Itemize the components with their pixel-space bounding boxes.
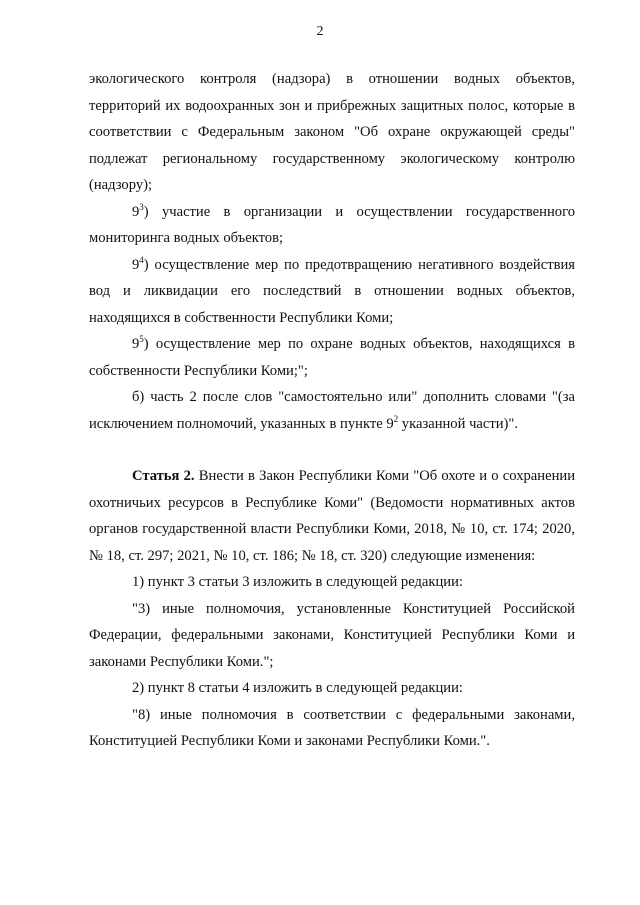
- item-number: 9: [132, 256, 140, 273]
- item-text: ) участие в организации и осуществлении государственного мониторинга водных объектов;: [89, 203, 575, 246]
- paragraph-new-item-8: "8) иные полномочия в соответствии с федеральными законами, Конституцией Республики Коми и законами Республики Коми.".: [89, 706, 575, 749]
- paragraph-new-item-3: "3) иные полномочия, установленные Конституцией Российской Федерации, федеральными законами, Конституцией Республики Коми и законами Республики Коми.";: [89, 600, 575, 670]
- document-body: [89, 66, 575, 755]
- item-number: 9: [132, 336, 140, 352]
- amendment-superscript: 2: [393, 413, 399, 424]
- item-superscript: 4: [139, 254, 144, 265]
- paragraph-part-2-amendment: [89, 384, 575, 437]
- amendment-text-end: указанной части)".: [398, 415, 519, 432]
- item-superscript: 5: [139, 334, 144, 345]
- item-text: ) осуществление мер по предотвращению негативного воздействия вод и ликвидации его последствий в отношении водных объектов, находящихся в собственности Республики Коми;: [89, 256, 575, 326]
- paragraph-item-9-5: [89, 331, 575, 384]
- paragraph-article-2: [89, 463, 575, 569]
- paragraph-item-9-4: [89, 252, 575, 332]
- paragraph-item-9-3: [89, 199, 575, 252]
- amendment-text: б) часть 2 после слов "самостоятельно или" дополнить словами "(за исключением полномочий, указанных в пункте 9: [89, 389, 575, 432]
- section-gap: [89, 437, 575, 463]
- item-superscript: 3: [139, 201, 144, 212]
- paragraph-change-1: 1) пункт 3 статьи 3 изложить в следующей редакции:: [132, 574, 463, 590]
- page-number: 2: [316, 24, 324, 39]
- article-heading: Статья 2.: [132, 468, 195, 484]
- paragraph-ecological-control: экологического контроля (надзора) в отношении водных объектов, территорий их водоохранных зон и прибрежных защитных полос, которые в соответствии с Федеральным законом "Об охране окружающей среды" подлежат региональному государственному экологическому контролю (надзору);: [89, 71, 575, 193]
- item-number: 9: [132, 203, 140, 220]
- paragraph-change-2: 2) пункт 8 статьи 4 изложить в следующей редакции:: [132, 680, 463, 696]
- article-text: Внести в Закон Республики Коми "Об охоте и о сохранении охотничьих ресурсов в Республике Коми" (Ведомости нормативных актов органов государственной власти Республики Коми, 2018, № 10, ст. 174; 2020, № 18, ст. 297; 2021, № 10, ст. 186; № 18, ст. 320) следующие изменения:: [89, 468, 575, 564]
- item-text: ) осуществление мер по охране водных объектов, находящихся в собственности Республики Коми;";: [89, 336, 575, 379]
